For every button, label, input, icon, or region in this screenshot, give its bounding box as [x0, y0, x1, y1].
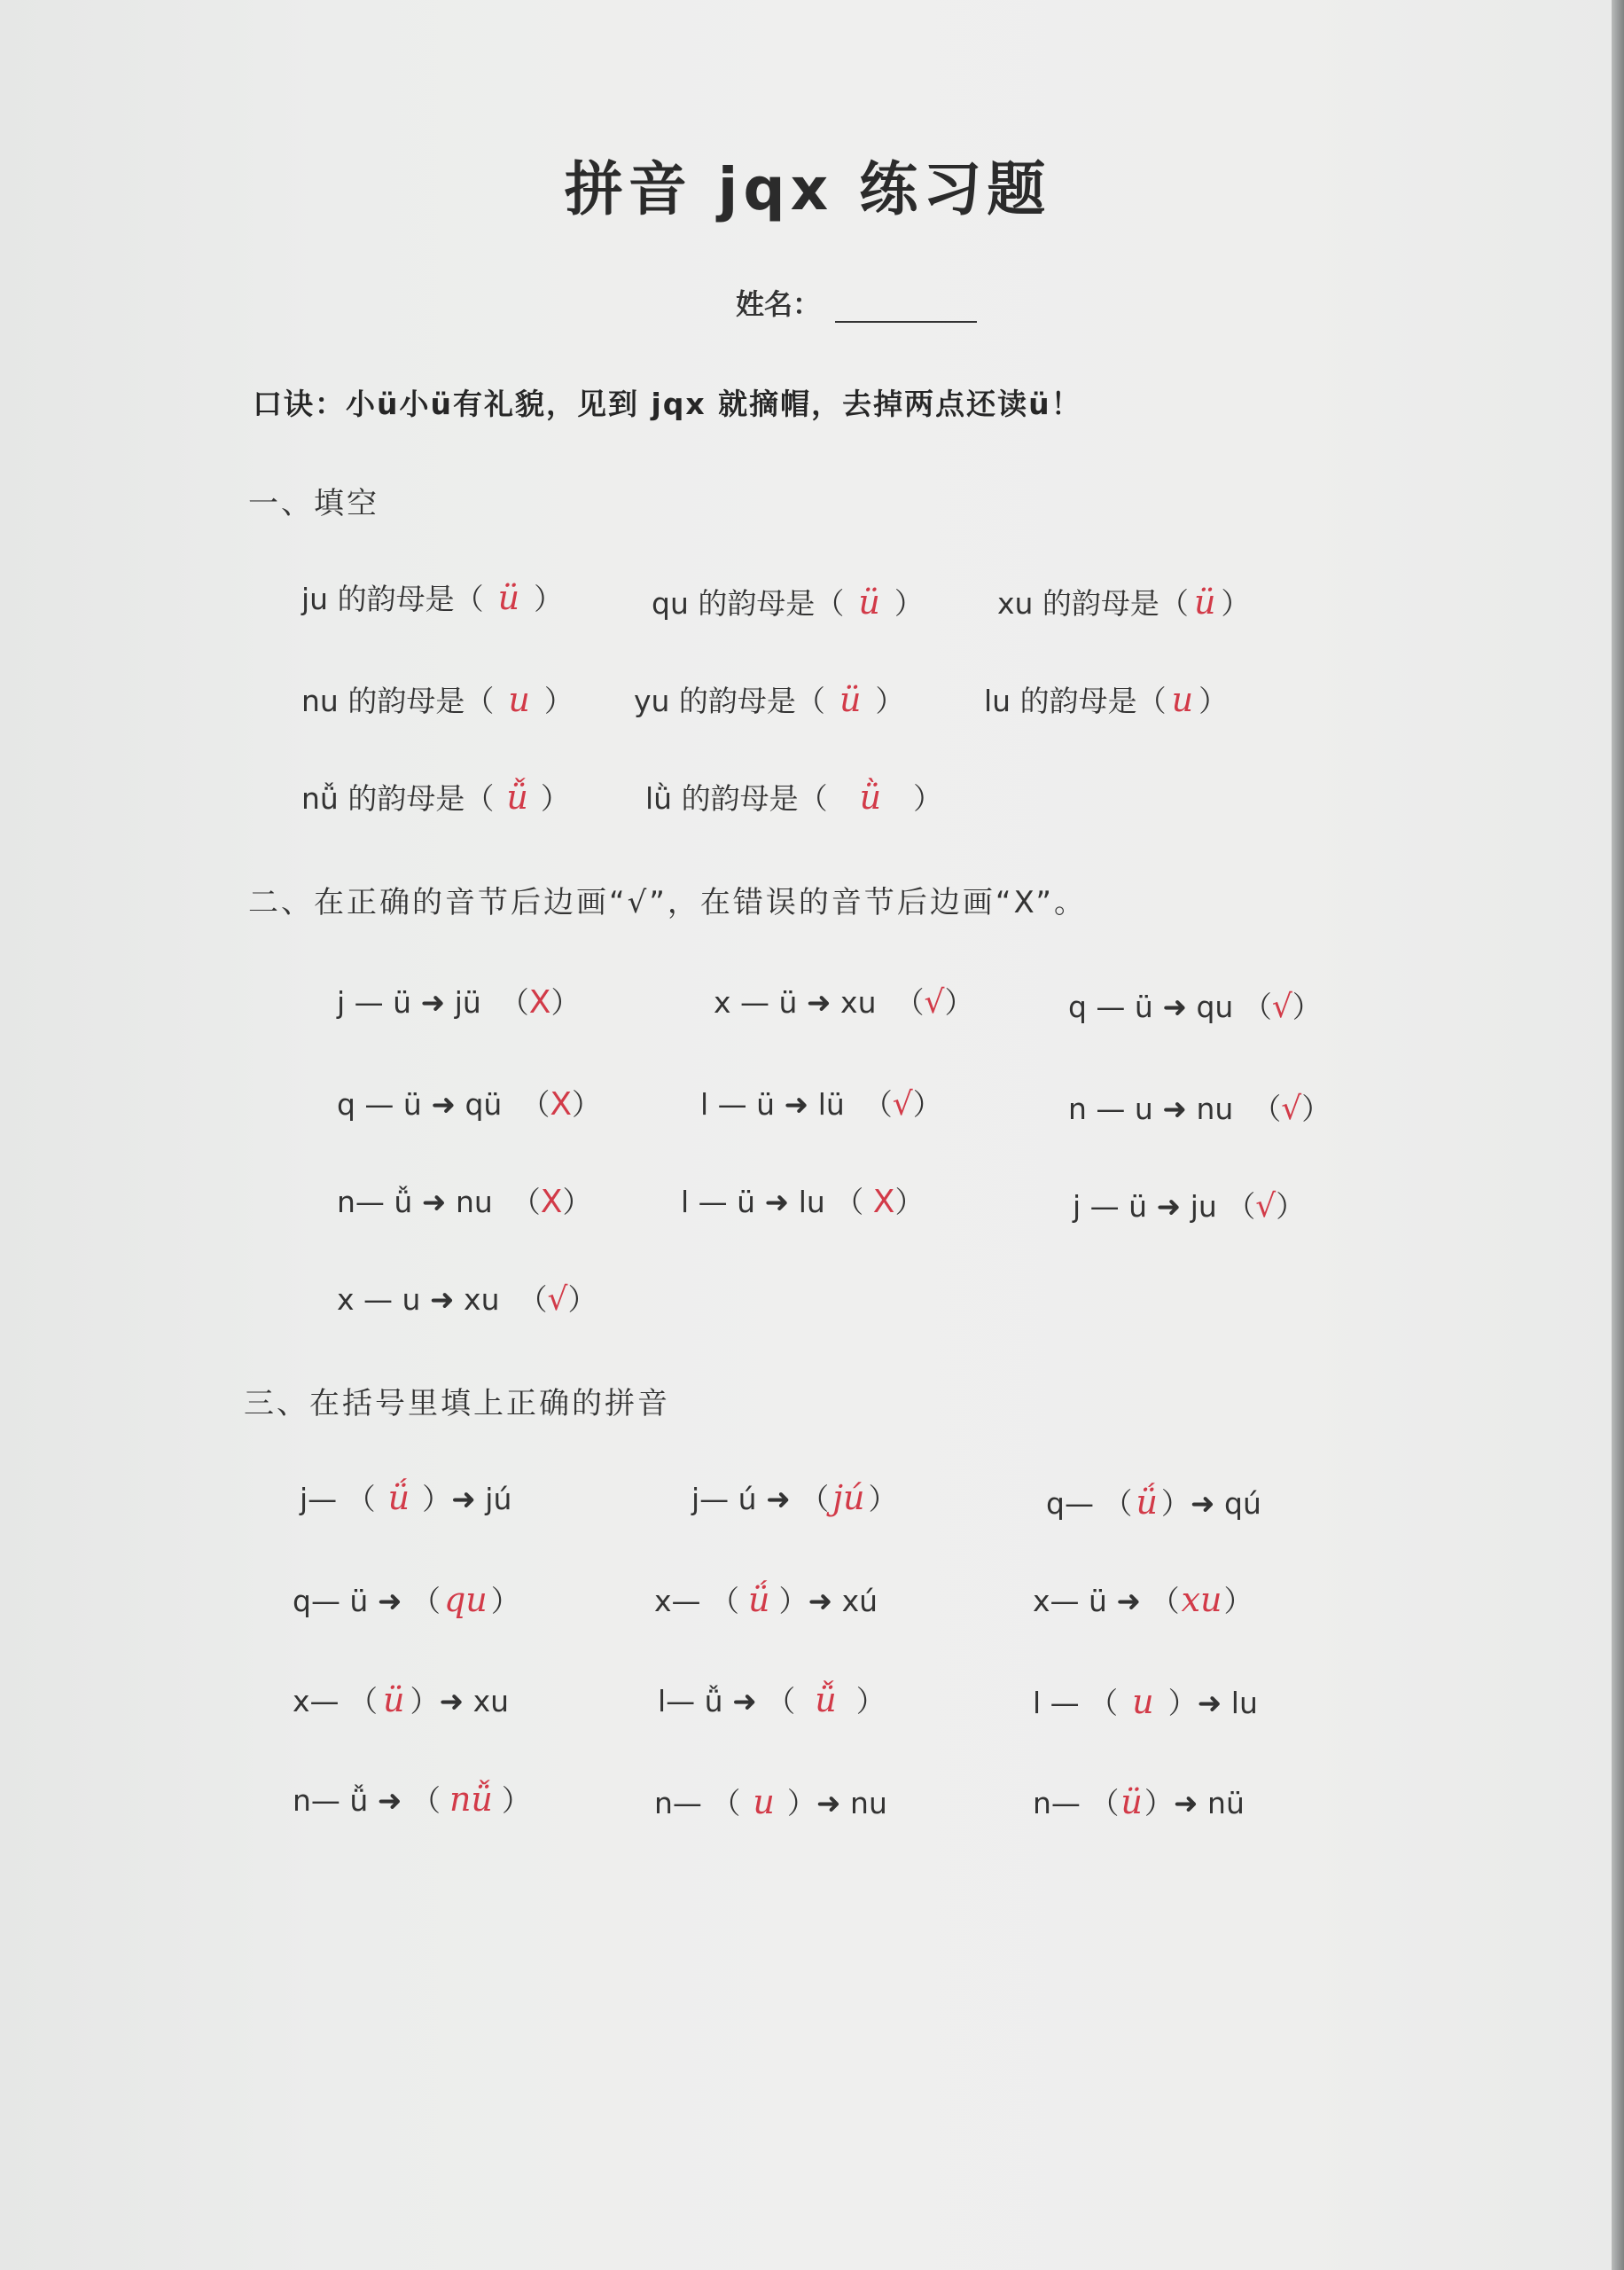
judge-item: x — ü ➜ xu （√）: [714, 984, 974, 1021]
blank-item: x— （ ǘ ）➜ xú: [654, 1580, 878, 1619]
handwritten-answer: ǘ: [1136, 1483, 1158, 1522]
fill-item: xu 的韵母是（ ü ）: [997, 583, 1251, 622]
handwritten-answer: jú: [832, 1478, 865, 1517]
handwritten-answer: u: [753, 1782, 775, 1821]
blank-item: x— （ ü ）➜ xu: [293, 1680, 510, 1719]
handwritten-answer: u: [508, 680, 530, 719]
fill-item: lǜ 的韵母是（ ǜ ）: [645, 778, 943, 817]
handwritten-answer: ǘ: [387, 1478, 410, 1517]
fill-item: yu 的韵母是（ ü ）: [634, 680, 905, 719]
blank-item: n— （ u ）➜ nu: [654, 1782, 887, 1821]
handwritten-answer: ü: [1193, 583, 1216, 622]
handwritten-answer: u: [1132, 1682, 1154, 1721]
handwritten-answer: ü: [497, 578, 520, 617]
judge-item: n— ǚ ➜ nu （X）: [337, 1184, 592, 1220]
handwritten-mark: √: [892, 1086, 913, 1123]
judge-item: q — ü ➜ qu （√）: [1068, 989, 1322, 1025]
handwritten-answer: ǜ: [859, 778, 882, 817]
handwritten-mark: √: [1271, 989, 1292, 1025]
name-blank-line: [835, 321, 977, 323]
handwritten-answer: u: [1171, 680, 1194, 719]
handwritten-mark: √: [924, 984, 945, 1021]
blank-item: j— （ ǘ ）➜ jú: [300, 1478, 512, 1517]
fill-item: nu 的韵母是（ u ）: [301, 680, 574, 719]
judge-item: q — ü ➜ qü （X）: [337, 1086, 601, 1123]
fill-item: qu 的韵母是（ ü ）: [652, 583, 924, 622]
section2-heading: 二、在正确的音节后边画“√”，在错误的音节后边画“X”。: [248, 885, 1088, 920]
handwritten-mark: √: [547, 1281, 568, 1318]
judge-item: n — u ➜ nu （√）: [1068, 1091, 1331, 1127]
handwritten-answer: ǘ: [748, 1580, 770, 1619]
handwritten-answer: ü: [839, 680, 862, 719]
handwritten-answer: ü: [383, 1680, 405, 1719]
handwritten-answer: xu: [1181, 1580, 1222, 1619]
judge-item: j — ü ➜ jü （X）: [337, 984, 581, 1021]
fill-item: ju 的韵母是（ ü ）: [301, 578, 564, 617]
page-title: 拼音 jqx 练习题: [564, 155, 1051, 223]
handwritten-mark: X: [528, 984, 551, 1021]
judge-item: j — ü ➜ ju （√）: [1073, 1188, 1306, 1225]
blank-item: l — （ u ）➜ lu: [1033, 1682, 1258, 1721]
blank-item: l— ǚ ➜ （ ǚ ）: [658, 1680, 886, 1719]
handwritten-mark: √: [1255, 1188, 1277, 1225]
judge-item: l — ü ➜ lu （ X）: [681, 1184, 925, 1220]
fill-item: lu 的韵母是（ u ）: [984, 680, 1229, 719]
handwritten-answer: ǚ: [815, 1680, 837, 1719]
handwritten-mark: √: [1281, 1091, 1302, 1127]
judge-item: x — u ➜ xu （√）: [337, 1281, 597, 1318]
blank-item: n— ǚ ➜ （ nǚ ）: [293, 1780, 531, 1819]
handwritten-answer: nǚ: [449, 1780, 493, 1819]
name-label: 姓名：: [736, 287, 822, 321]
judge-item: l — ü ➜ lü （√）: [700, 1086, 942, 1123]
blank-item: q— （ ǘ ）➜ qú: [1046, 1483, 1261, 1522]
handwritten-mark: X: [550, 1086, 572, 1123]
handwritten-mark: X: [872, 1184, 895, 1220]
blank-item: n— （ü）➜ nü: [1033, 1782, 1245, 1821]
blank-item: q— ü ➜ （ qu ）: [293, 1580, 520, 1619]
fill-item: nǚ 的韵母是（ ǚ ）: [301, 778, 570, 817]
blank-item: j— ú ➜ （ jú ）: [691, 1478, 898, 1517]
handwritten-mark: X: [540, 1184, 563, 1220]
handwritten-answer: qu: [443, 1580, 488, 1619]
section1-heading: 一、填空: [248, 486, 379, 521]
blank-item: x— ü ➜ （xu）: [1033, 1580, 1253, 1619]
rhyme-text: 口诀：小ü小ü有礼貌，见到 jqx 就摘帽，去掉两点还读ü！: [253, 387, 1082, 421]
handwritten-answer: ǚ: [506, 778, 528, 817]
name-field: [736, 282, 977, 323]
section3-heading: 三、在括号里填上正确的拼音: [244, 1386, 670, 1421]
handwritten-answer: ü: [1120, 1782, 1143, 1821]
handwritten-answer: ü: [858, 583, 880, 622]
paper-edge-shadow: [1612, 0, 1624, 2270]
